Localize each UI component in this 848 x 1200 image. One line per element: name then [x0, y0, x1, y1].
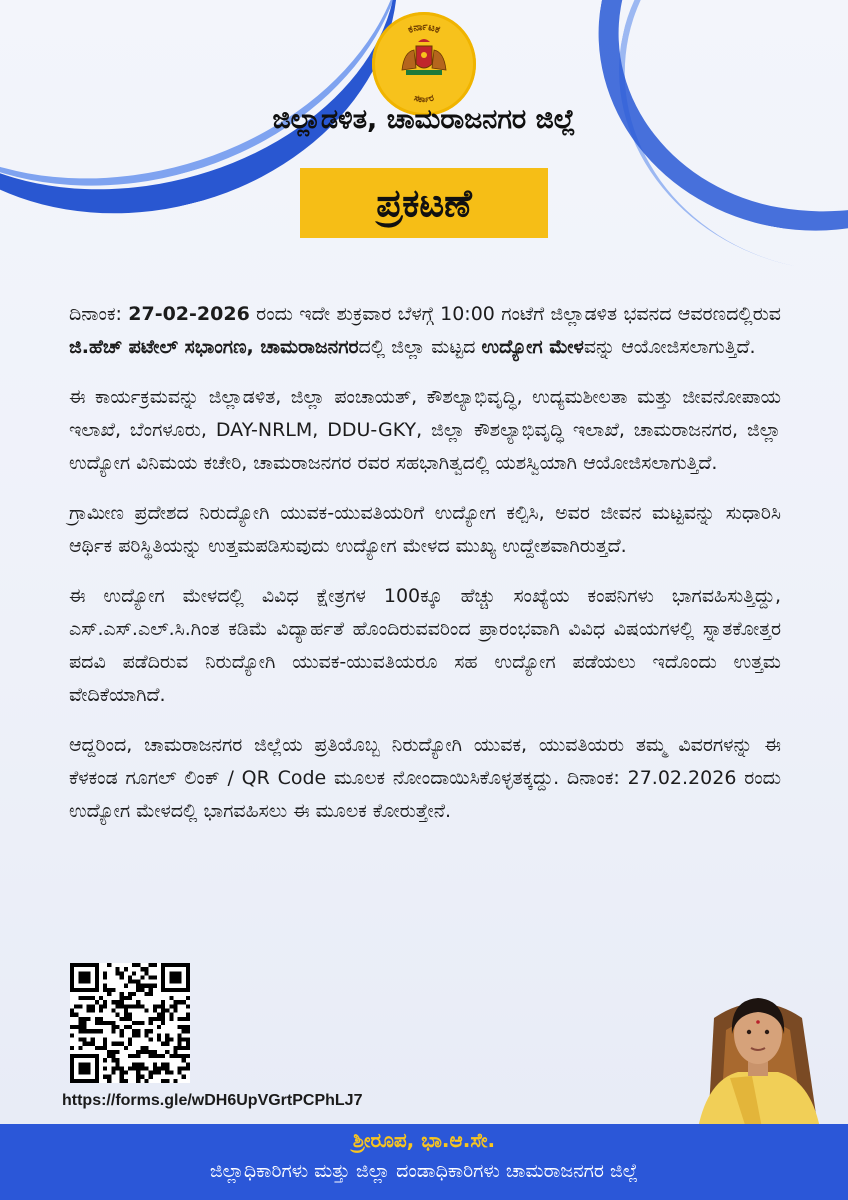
- paragraph-registration: ಆದ್ದರಿಂದ, ಚಾಮರಾಜನಗರ ಜಿಲ್ಲೆಯ ಪ್ರತಿಯೊಬ್ಬ ನಿರುದ್ಯೋಗಿ ಯುವಕ, ಯುವತಿಯರು ತಮ್ಮ ವಿವರಗಳನ್ನು ಈ ಕೆಳಕಂಡ ಗೂಗಲ್ ಲಿಂಕ್ / QR Code ಮೂಲಕ ನೋಂದಾಯಿಸಿಕೊಳ್ಳತಕ್ಕದ್ದು. ದಿನಾಂಕ: 27.02.2026 ರಂದು ಉದ್ಯೋಗ ಮೇಳದಲ್ಲಿ ಭಾಗವಹಿಸಲು ಈ ಮೂಲಕ ಕೋರುತ್ತೇನೆ.: [69, 734, 781, 822]
- district-title: ಜಿಲ್ಲಾಡಳಿತ, ಚಾಮರಾಜನಗರ ಜಿಲ್ಲೆ: [272, 104, 576, 135]
- official-name: ಶ್ರೀರೂಪ, ಭಾ.ಆ.ಸೇ.: [352, 1128, 496, 1152]
- emblem-bottom-text: ಸರ್ಕಾರ: [412, 93, 436, 106]
- svg-text:ಕರ್ನಾಟಕ: [407, 21, 442, 36]
- event-venue: ಜಿ.ಹೆಚ್ ಪಟೇಲ್ ಸಭಾಂಗಣ, ಚಾಮರಾಜನಗರ: [69, 336, 359, 358]
- paragraph-organizers: ಈ ಕಾರ್ಯಕ್ರಮವನ್ನು ಜಿಲ್ಲಾಡಳಿತ, ಜಿಲ್ಲಾ ಪಂಚಾಯತ್, ಕೌಶಲ್ಯಾಭಿವೃದ್ಧಿ, ಉದ್ಯಮಶೀಲತಾ ಮತ್ತು ಜೀವನೋಪಾಯ ಇಲಾಖೆ, ಬೆಂಗಳೂರು, DAY-NRLM, DDU-GKY, ಜಿಲ್ಲಾ ಕೌಶಲ್ಯಾಭಿವೃದ್ಧಿ ಇಲಾಖೆ, ಚಾಮರಾಜನಗರ, ಜಿಲ್ಲಾ ಉದ್ಯೋಗ ವಿನಿಮಯ ಕಚೇರಿ, ಚಾಮರಾಜನಗರ ರವರ ಸಹಭಾಗಿತ್ವದಲ್ಲಿ ಯಶಸ್ವಿಯಾಗಿ ಆಯೋಜಿಸಲಾಗುತ್ತಿದೆ.: [69, 386, 781, 474]
- notice-body: [69, 298, 781, 845]
- official-portrait-icon: [668, 968, 848, 1128]
- event-name: ಉದ್ಯೋಗ ಮೇಳ: [481, 336, 584, 358]
- emblem-top-text: ಕರ್ನಾಟಕ: [406, 21, 442, 36]
- text: ದಿನಾಂಕ:: [69, 303, 129, 325]
- text: ರಂದು ಇದೇ ಶುಕ್ರವಾರ ಬೆಳಗ್ಗೆ 10:00 ಗಂಟೆಗೆ ಜಿಲ್ಲಾಡಳಿತ ಭವನದ ಆವರಣದಲ್ಲಿರುವ: [249, 303, 782, 325]
- paragraph-objective: ಗ್ರಾಮೀಣ ಪ್ರದೇಶದ ನಿರುದ್ಯೋಗಿ ಯುವಕ-ಯುವತಿಯರಿಗೆ ಉದ್ಯೋಗ ಕಲ್ಪಿಸಿ, ಅವರ ಜೀವನ ಮಟ್ಟವನ್ನು ಸುಧಾರಿಸಿ ಆರ್ಥಿಕ ಪರಿಸ್ಥಿತಿಯನ್ನು ಉತ್ತಮಪಡಿಸುವುದು ಉದ್ಯೋಗ ಮೇಳದ ಮುಖ್ಯ ಉದ್ದೇಶವಾಗಿರುತ್ತದೆ.: [69, 502, 781, 557]
- signature-footer: [0, 1124, 848, 1200]
- registration-link[interactable]: https://forms.gle/wDH6UpVGrtPCPhLJ7: [62, 1092, 363, 1109]
- karnataka-emblem-icon: [372, 12, 476, 116]
- notice-label: ಪ್ರಕಟಣೆ: [300, 168, 548, 238]
- text: ವನ್ನು ಆಯೋಜಿಸಲಾಗುತ್ತಿದೆ.: [583, 336, 756, 358]
- qr-code-icon[interactable]: [70, 963, 190, 1083]
- paragraph-companies: ಈ ಉದ್ಯೋಗ ಮೇಳದಲ್ಲಿ ವಿವಿಧ ಕ್ಷೇತ್ರಗಳ 100ಕ್ಕೂ ಹೆಚ್ಚು ಸಂಖ್ಯೆಯ ಕಂಪನಿಗಳು ಭಾಗವಹಿಸುತ್ತಿದ್ದು, ಎಸ್.ಎಸ್.ಎಲ್.ಸಿ.ಗಿಂತ ಕಡಿಮೆ ವಿದ್ಯಾರ್ಹತೆ ಹೊಂದಿರುವವರಿಂದ ಪ್ರಾರಂಭವಾಗಿ ವಿವಿಧ ವಿಷಯಗಳಲ್ಲಿ ಸ್ನಾತಕೋತ್ತರ ಪದವಿ ಪಡೆದಿರುವ ನಿರುದ್ಯೋಗಿ ಯುವಕ-ಯುವತಿಯರೂ ಸಹ ಉದ್ಯೋಗ ಪಡೆಯಲು ಇದೊಂದು ಉತ್ತಮ ವೇದಿಕೆಯಾಗಿದೆ.: [69, 585, 781, 706]
- official-designation: ಜಿಲ್ಲಾಧಿಕಾರಿಗಳು ಮತ್ತು ಜಿಲ್ಲಾ ದಂಡಾಧಿಕಾರಿಗಳು ಚಾಮರಾಜನಗರ ಜಿಲ್ಲೆ: [209, 1160, 639, 1182]
- text: ದಲ್ಲಿ ಜಿಲ್ಲಾ ಮಟ್ಟದ: [358, 336, 482, 358]
- event-date: 27-02-2026: [128, 303, 250, 325]
- paragraph-event-details: [69, 298, 781, 364]
